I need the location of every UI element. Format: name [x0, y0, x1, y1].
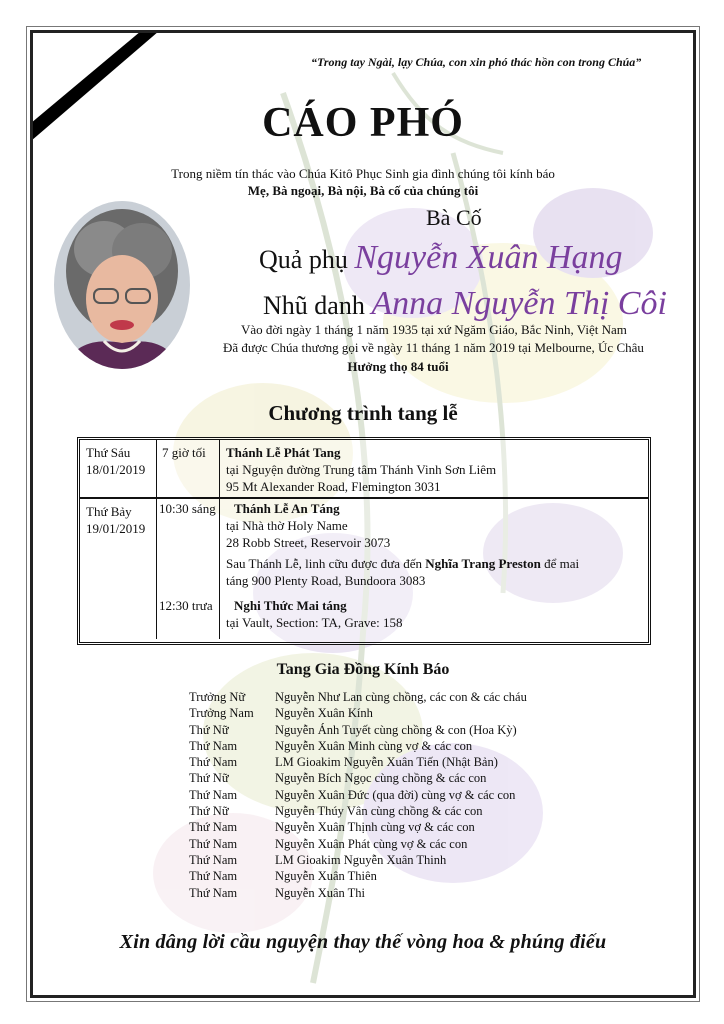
- family-relation: Thứ Nam: [189, 836, 238, 851]
- funeral-schedule-table: [77, 437, 651, 645]
- family-relation: Thứ Nam: [189, 869, 238, 884]
- list-item: [189, 885, 527, 901]
- list-item: [189, 722, 527, 738]
- family-relation: Thứ Nữ: [189, 771, 229, 786]
- schedule-row: [80, 499, 648, 639]
- list-item: [189, 705, 527, 721]
- event-location: tại Nguyện đường Trung tâm Thánh Vinh Sơn Liêm: [226, 462, 497, 477]
- list-item: [189, 689, 527, 705]
- list-item: [189, 836, 527, 852]
- family-member: Nguyễn Bích Ngọc cùng chồng & các con: [275, 771, 487, 786]
- family-title: Tang Gia Đồng Kính Báo: [276, 661, 450, 678]
- family-member: Nguyễn Xuân Thiên: [275, 869, 377, 884]
- list-item: [189, 754, 527, 770]
- list-item: [189, 738, 527, 754]
- family-member: LM Gioakim Nguyễn Xuân Thinh: [275, 852, 447, 867]
- family-relation: Thứ Nam: [189, 885, 238, 900]
- family-relation: Thứ Nam: [189, 787, 238, 802]
- age-info: Hưởng thọ 84 tuổi: [347, 359, 449, 374]
- schedule-row: [80, 440, 648, 499]
- schedule-time: 10:30 sáng: [159, 501, 216, 516]
- schedule-date: 18/01/2019: [86, 462, 146, 477]
- death-info: Đã được Chúa thương gọi về ngày 11 tháng 1 năm 2019 tại Melbourne, Úc Châu: [223, 340, 644, 355]
- family-list: [189, 689, 527, 901]
- family-relation: Thứ Nam: [189, 820, 238, 835]
- family-member: Nguyễn Như Lan cùng chồng, các con & các cháu: [275, 690, 527, 704]
- list-item: [189, 787, 527, 803]
- schedule-time: 12:30 trưa: [159, 598, 213, 613]
- obituary-frame: [30, 30, 696, 998]
- burial-address: táng 900 Plenty Road, Bundoora 3083: [226, 573, 426, 588]
- list-item: [189, 803, 527, 819]
- schedule-day: Thứ Sáu: [86, 445, 131, 460]
- family-member: Nguyễn Xuân Minh cùng vợ & các con: [275, 738, 473, 753]
- schedule-day: Thứ Bảy: [86, 504, 132, 519]
- birth-info: Vào đời ngày 1 tháng 1 năm 1935 tại xứ Ngăm Giáo, Bắc Ninh, Việt Nam: [241, 322, 627, 337]
- event-name: Thánh Lễ An Táng: [234, 501, 340, 516]
- event-address: 95 Mt Alexander Road, Flemington 3031: [226, 479, 441, 494]
- program-title: Chương trình tang lễ: [268, 401, 458, 425]
- event-name: Thánh Lễ Phát Tang: [226, 445, 341, 460]
- maiden-prefix: Nhũ danh: [263, 291, 365, 320]
- family-relation: Thứ Nữ: [189, 722, 229, 737]
- family-relation: Thứ Nam: [189, 755, 238, 770]
- deceased-name: Nguyễn Xuân Hạng: [354, 239, 623, 276]
- cemetery-name: Nghĩa Trang Preston: [425, 556, 541, 571]
- list-item: [189, 770, 527, 786]
- prayer-quote: “Trong tay Ngài, lạy Chúa, con xin phó thác hồn con trong Chúa”: [311, 55, 642, 69]
- family-member: Nguyễn Xuân Phát cùng vợ & các con: [275, 836, 468, 851]
- family-relation: Thứ Nữ: [189, 804, 229, 819]
- schedule-time: 7 giờ tối: [162, 445, 206, 460]
- maiden-name: Anna Nguyễn Thị Côi: [371, 285, 667, 322]
- event-location: tại Vault, Section: TA, Grave: 158: [226, 615, 403, 630]
- event-location: tại Nhà thờ Holy Name: [226, 518, 348, 533]
- family-member: Nguyễn Xuân Kính: [275, 706, 373, 721]
- event-address: 28 Robb Street, Reservoir 3073: [226, 535, 391, 550]
- page-title: CÁO PHÓ: [262, 100, 464, 146]
- intro-line-1: Trong niềm tín thác vào Chúa Kitô Phục Sinh gia đình chúng tôi kính báo: [171, 166, 555, 181]
- family-relation: Thứ Nam: [189, 738, 238, 753]
- honorific: Bà Cố: [426, 205, 482, 230]
- family-member: Nguyễn Xuân Đức (qua đời) cùng vợ & các con: [275, 787, 516, 802]
- list-item: [189, 819, 527, 835]
- intro-line-2: Mẹ, Bà ngoại, Bà nội, Bà cố của chúng tôi: [247, 183, 479, 198]
- closing-message: Xin dâng lời cầu nguyện thay thế vòng hoa & phúng điếu: [119, 931, 607, 953]
- burial-note: Sau Thánh Lễ, linh cữu được đưa đến Nghĩa Trang Preston để mai: [226, 556, 580, 571]
- family-member: Nguyễn Thúy Vân cùng chồng & các con: [275, 804, 483, 819]
- list-item: [189, 868, 527, 884]
- family-member: Nguyễn Xuân Thi: [275, 885, 366, 900]
- schedule-date: 19/01/2019: [86, 521, 146, 536]
- deceased-name-line: [259, 239, 623, 277]
- family-relation: Trưởng Nữ: [189, 690, 246, 704]
- family-relation: Trưởng Nam: [189, 706, 254, 721]
- event-name: Nghi Thức Mai táng: [234, 598, 347, 613]
- family-member: Nguyễn Ánh Tuyết cùng chồng & con (Hoa Kỳ): [275, 722, 517, 737]
- family-relation: Thứ Nam: [189, 852, 238, 867]
- name-prefix: Quả phụ: [259, 245, 348, 274]
- family-member: Nguyễn Xuân Thịnh cùng vợ & các con: [275, 820, 475, 835]
- list-item: [189, 852, 527, 868]
- maiden-name-line: [263, 285, 667, 323]
- portrait-photo: [54, 201, 190, 369]
- family-member: LM Gioakim Nguyễn Xuân Tiến (Nhật Bản): [275, 755, 498, 770]
